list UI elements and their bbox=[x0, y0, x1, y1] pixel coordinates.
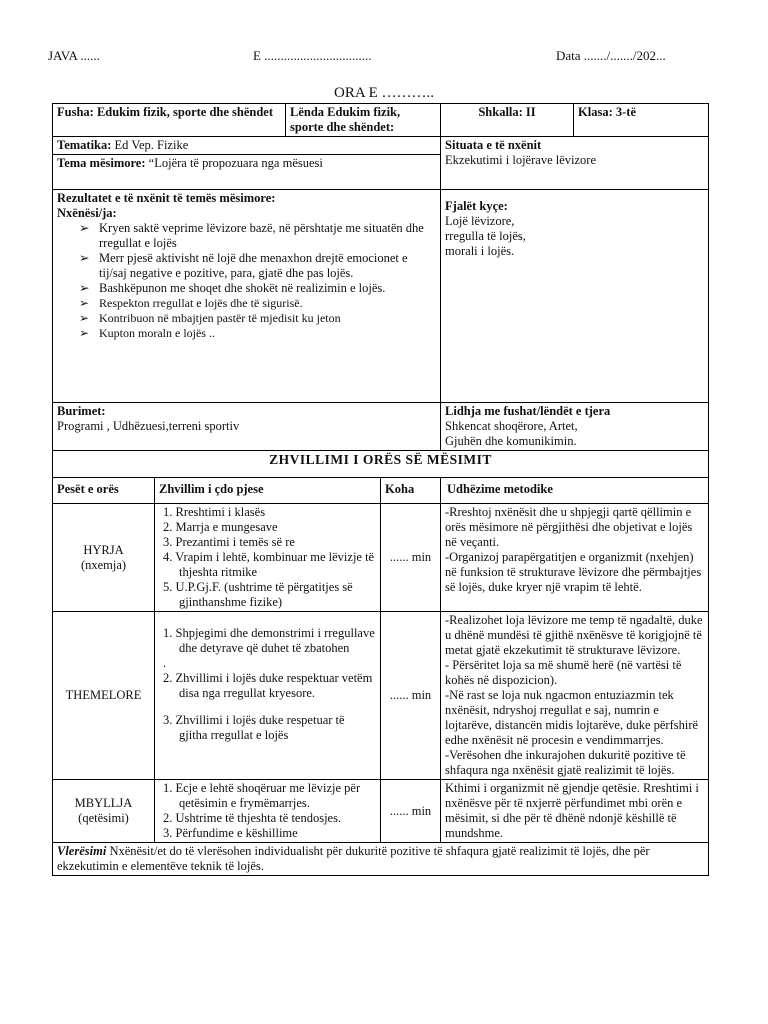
mbyllja-phase bbox=[53, 780, 155, 843]
vleresimi-row bbox=[53, 843, 709, 876]
list-item: 3. Zhvillimi i lojës duke respetuar të gjitha rregullat e lojës bbox=[163, 713, 345, 742]
hyrja-phase bbox=[53, 504, 155, 612]
udh-paragraph: -Realizohet loja lëvizore me temp të ngadaltë, duke u dhënë mundësi të gjithë nxënësve të korigjojnë të metat gjatë ekzekutimit të strukturave lëvizore. bbox=[445, 613, 703, 657]
arrow-icon: ➢ bbox=[79, 221, 90, 235]
burimet-row bbox=[53, 403, 709, 451]
rezultatet-sub: Nxënësi/ja: bbox=[57, 206, 117, 220]
hyrja-sub: (nxemja) bbox=[80, 557, 127, 572]
lidhja-line: Gjuhën dhe komunikimin. bbox=[445, 434, 577, 448]
tematika-tema-cell bbox=[53, 137, 441, 190]
burimet-label: Burimet: bbox=[57, 404, 106, 418]
week-field: JAVA ...... bbox=[48, 48, 100, 63]
list-item: ➢ Bashkëpunon me shoqet dhe shokët në realizimin e lojës. bbox=[79, 281, 386, 295]
lesson-hour-title: ORA E ……….. bbox=[333, 85, 434, 101]
vleresimi-text: Nxënësit/et do të vlerësohen individualisht për dukuritë pozitive të shfaqura gjatë realizimit të lojës, dhe për ekzekutimin e elementëve teknik të lojës. bbox=[57, 844, 650, 873]
col-koha: Koha bbox=[381, 478, 441, 504]
fjalet-label: Fjalët kyçe: bbox=[445, 199, 508, 213]
rezultatet-cell bbox=[53, 190, 441, 403]
mbyllja-udh: Kthimi i organizmit në gjendje qetësie. Rreshtimi i nxënësve për të nxjerrë përfundimet mbi orën e mësimit, si dhe për të dhënë ndonjë këshillë të mundshme. bbox=[441, 780, 709, 843]
list-item: 2. Zhvillimi i lojës duke respektuar vetëm disa nga rregullat kryesore. bbox=[163, 671, 373, 700]
arrow-icon: ➢ bbox=[79, 326, 90, 340]
column-header-row bbox=[53, 478, 709, 504]
mbyllja-steps bbox=[155, 780, 381, 843]
tematika-value: Ed Vep. Fizike bbox=[111, 138, 189, 152]
tematika-row bbox=[53, 137, 709, 190]
list-item: 1. Rreshtimi i klasës bbox=[163, 505, 266, 519]
udh-paragraph: -Rreshtoj nxënësit dhe u shpjegji qartë qëllimin e orës mësimore në përgjithësi dhe objetivat e lojës në veçanti. bbox=[445, 505, 693, 549]
tematika-label: Tematika: bbox=[57, 138, 112, 152]
header-row bbox=[53, 104, 709, 137]
situata-value: Ekzekutimi i lojërave lëvizore bbox=[445, 153, 596, 167]
tema-label: Tema mësimore: bbox=[57, 156, 146, 170]
hyrja-steps bbox=[155, 504, 381, 612]
situata-label: Situata e të nxënit bbox=[445, 138, 542, 152]
list-item: 1. Shpjegimi dhe demonstrimi i rregullave dhe detyrave që duhet të zbatohen bbox=[163, 626, 375, 655]
zhvillimi-title: ZHVILLIMI I ORËS SË MËSIMIT bbox=[53, 451, 709, 478]
udh-paragraph: - Përsëritet loja sa më shumë herë (në vartësi të kohës në dispozicion). bbox=[445, 658, 682, 687]
lidhja-label: Lidhja me fushat/lëndët e tjera bbox=[445, 404, 611, 418]
themelore-udh bbox=[441, 612, 709, 780]
list-item: 2. Marrja e mungesave bbox=[163, 520, 278, 534]
shkalla-cell: Shkalla: II bbox=[441, 104, 574, 137]
situata-cell bbox=[441, 137, 709, 190]
list-item: 5. U.P.Gj.F. (ushtrime të përgatitjes së gjinthanshme fizike) bbox=[163, 580, 353, 609]
hyrja-name: HYRJA bbox=[83, 542, 124, 557]
arrow-icon: ➢ bbox=[79, 281, 90, 295]
hyrja-koha: ...... min bbox=[381, 504, 441, 612]
mbyllja-koha: ...... min bbox=[381, 780, 441, 843]
fjalet-item: Lojë lëvizore, bbox=[445, 214, 515, 228]
col-peset: Pesët e orës bbox=[53, 478, 155, 504]
arrow-icon: ➢ bbox=[79, 311, 90, 325]
burimet-value: Programi , Udhëzuesi,terreni sportiv bbox=[57, 419, 240, 433]
vleresimi-cell bbox=[53, 843, 709, 876]
lidhja-line: Shkencat shoqërore, Artet, bbox=[445, 419, 578, 433]
list-item: 3. Përfundime e këshillime bbox=[163, 826, 298, 840]
themelore-row bbox=[53, 612, 709, 780]
themelore-steps bbox=[155, 612, 381, 780]
list-item: 4. Vrapim i lehtë, kombinuar me lëvizje të thjeshta ritmike bbox=[163, 550, 375, 579]
rezultatet-list bbox=[57, 221, 436, 341]
rezultatet-row bbox=[53, 190, 709, 403]
list-item: ➢ Kupton moraln e lojës .. bbox=[79, 326, 215, 340]
fusha-cell: Fusha: Edukim fizik, sporte dhe shëndet bbox=[53, 104, 286, 137]
lesson-plan-table bbox=[52, 103, 709, 876]
list-item: 2. Ushtrime të thjeshta të tendosjes. bbox=[163, 811, 342, 825]
lidhja-cell bbox=[441, 403, 709, 451]
col-zhvillim: Zhvillim i çdo pjese bbox=[155, 478, 381, 504]
fjalet-cell bbox=[441, 190, 709, 403]
list-item: ➢ Respekton rregullat e lojës dhe të sigurisë. bbox=[79, 296, 303, 310]
hyrja-udh bbox=[441, 504, 709, 612]
udh-paragraph: -Në rast se loja nuk ngacmon entuziazmin tek nxënësit, ndryshoj rregullat e saj, numrin e lojtarëve, distancën midis lojtarëve, duke përfshirë edhe nxënësit në procesin e vendimmarrjes. bbox=[445, 688, 699, 747]
themelore-phase: THEMELORE bbox=[53, 612, 155, 780]
list-item: ➢ Merr pjesë aktivisht në lojë dhe menaxhon drejtë emocionet e tij/saj negative e pozitive, para, gjatë dhe pas lojës. bbox=[79, 251, 408, 280]
col-udhezime: Udhëzime metodike bbox=[441, 478, 709, 504]
zhvillimi-title-row bbox=[53, 451, 709, 478]
fjalet-item: morali i lojës. bbox=[445, 244, 515, 258]
klasa-cell: Klasa: 3-të bbox=[574, 104, 709, 137]
list-item: 3. Prezantimi i temës së re bbox=[163, 535, 295, 549]
udh-paragraph: -Verësohen dhe inkurajohen dukuritë pozitive të shfaqura nga nxënësit gjatë realizimit të lojës. bbox=[445, 748, 686, 777]
themelore-koha: ...... min bbox=[381, 612, 441, 780]
list-item: 1. Ecje e lehtë shoqëruar me lëvizje për qetësimin e frymëmarrjes. bbox=[163, 781, 361, 810]
mbyllja-sub: (qetësimi) bbox=[78, 811, 129, 825]
arrow-icon: ➢ bbox=[79, 296, 90, 310]
mbyllja-row bbox=[53, 780, 709, 843]
list-item: ➢ Kontribuon në mbajtjen pastër të mjedisit ku jeton bbox=[79, 311, 341, 325]
lenda-cell: Lënda Edukim fizik, sporte dhe shëndet: bbox=[286, 104, 441, 137]
day-field: E ................................. bbox=[253, 48, 372, 63]
fjalet-item: rregulla të lojës, bbox=[445, 229, 526, 243]
udh-paragraph: -Organizoj parapërgatitjen e organizmit (nxehjen) në funksion të strukturave lëvizore dhe përmbajtjes së lojës, duke kryer një vrapim të lehtë. bbox=[445, 550, 702, 594]
rezultatet-title: Rezultatet e të nxënit të temës mësimore: bbox=[57, 191, 276, 205]
arrow-icon: ➢ bbox=[79, 251, 90, 265]
hyrja-row bbox=[53, 504, 709, 612]
mbyllja-name: MBYLLJA bbox=[74, 796, 133, 810]
date-field: Data ......./......./202... bbox=[556, 48, 666, 63]
list-item: ➢ Kryen saktë veprime lëvizore bazë, në përshtatje me situatën dhe rregullat e lojës bbox=[79, 221, 424, 250]
burimet-cell bbox=[53, 403, 441, 451]
tema-value: “Lojëra të propozuara nga mësuesi bbox=[145, 156, 323, 170]
list-item: . bbox=[163, 656, 167, 670]
vleresimi-label: Vlerësimi bbox=[57, 844, 107, 858]
